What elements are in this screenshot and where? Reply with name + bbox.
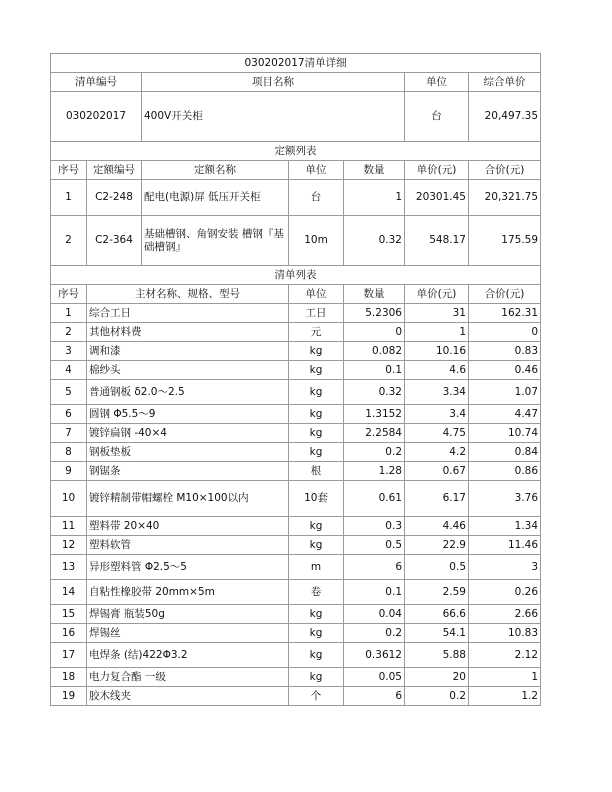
material-total: 1.2 <box>469 687 541 706</box>
quota-name: 基础槽钢、角钢安装 槽钢『基础槽钢』 <box>142 216 289 266</box>
material-no: 10 <box>51 481 87 517</box>
material-price: 5.88 <box>405 643 469 668</box>
quota-section-title: 定额列表 <box>51 142 541 161</box>
material-total: 3.76 <box>469 481 541 517</box>
quota-code-header: 定额编号 <box>87 161 142 180</box>
item-price: 20,497.35 <box>469 92 541 142</box>
material-header-row <box>51 285 541 304</box>
material-price: 31 <box>405 304 469 323</box>
material-total: 2.12 <box>469 643 541 668</box>
quota-price-header: 单价(元) <box>405 161 469 180</box>
material-total: 0.83 <box>469 342 541 361</box>
material-unit: 卷 <box>289 580 344 605</box>
material-row <box>51 342 541 361</box>
material-row <box>51 443 541 462</box>
material-name: 焊锡丝 <box>87 624 289 643</box>
material-qty: 6 <box>344 555 405 580</box>
material-total: 2.66 <box>469 605 541 624</box>
material-no: 15 <box>51 605 87 624</box>
material-row <box>51 668 541 687</box>
quota-section-row <box>51 142 541 161</box>
material-qty: 2.2584 <box>344 424 405 443</box>
material-row <box>51 380 541 405</box>
material-qty: 0.61 <box>344 481 405 517</box>
material-price: 3.34 <box>405 380 469 405</box>
quota-row <box>51 180 541 216</box>
material-qty: 0.3 <box>344 517 405 536</box>
material-no: 7 <box>51 424 87 443</box>
material-total: 11.46 <box>469 536 541 555</box>
material-section-title: 清单列表 <box>51 266 541 285</box>
material-total: 10.74 <box>469 424 541 443</box>
quota-total: 175.59 <box>469 216 541 266</box>
material-no: 11 <box>51 517 87 536</box>
quota-total-header: 合价(元) <box>469 161 541 180</box>
material-price: 2.59 <box>405 580 469 605</box>
material-price: 1 <box>405 323 469 342</box>
material-total: 0.26 <box>469 580 541 605</box>
material-name: 镀锌精制带帽螺栓 M10×100以内 <box>87 481 289 517</box>
material-price: 66.6 <box>405 605 469 624</box>
material-unit: 工日 <box>289 304 344 323</box>
material-total: 4.47 <box>469 405 541 424</box>
material-unit: kg <box>289 643 344 668</box>
material-no: 19 <box>51 687 87 706</box>
quota-no: 1 <box>51 180 87 216</box>
material-qty: 1.3152 <box>344 405 405 424</box>
material-price: 4.75 <box>405 424 469 443</box>
item-unit-header: 单位 <box>405 73 469 92</box>
material-no: 16 <box>51 624 87 643</box>
material-row <box>51 323 541 342</box>
material-no: 1 <box>51 304 87 323</box>
material-no: 6 <box>51 405 87 424</box>
material-row <box>51 555 541 580</box>
material-row <box>51 424 541 443</box>
material-unit-header: 单位 <box>289 285 344 304</box>
quota-name: 配电(电源)屏 低压开关柜 <box>142 180 289 216</box>
material-unit: m <box>289 555 344 580</box>
material-name: 电焊条 (结)422Φ3.2 <box>87 643 289 668</box>
material-total: 1 <box>469 668 541 687</box>
item-code: 030202017 <box>51 92 142 142</box>
item-row <box>51 92 541 142</box>
material-price: 4.6 <box>405 361 469 380</box>
title-row <box>51 54 541 73</box>
material-unit: kg <box>289 605 344 624</box>
quota-unit: 台 <box>289 180 344 216</box>
material-total: 0.86 <box>469 462 541 481</box>
quota-price: 548.17 <box>405 216 469 266</box>
material-qty: 0.5 <box>344 536 405 555</box>
material-no-header: 序号 <box>51 285 87 304</box>
material-name-header: 主材名称、规格、型号 <box>87 285 289 304</box>
material-no: 14 <box>51 580 87 605</box>
material-total: 0.46 <box>469 361 541 380</box>
quota-price: 20301.45 <box>405 180 469 216</box>
material-price: 10.16 <box>405 342 469 361</box>
quota-code: C2-248 <box>87 180 142 216</box>
material-qty: 0.2 <box>344 443 405 462</box>
material-name: 电力复合酯 一级 <box>87 668 289 687</box>
material-no: 12 <box>51 536 87 555</box>
material-name: 调和漆 <box>87 342 289 361</box>
material-price: 0.67 <box>405 462 469 481</box>
material-row <box>51 605 541 624</box>
quota-name-header: 定额名称 <box>142 161 289 180</box>
material-qty: 0 <box>344 323 405 342</box>
material-unit: kg <box>289 443 344 462</box>
quota-no-header: 序号 <box>51 161 87 180</box>
material-unit: kg <box>289 536 344 555</box>
quota-no: 2 <box>51 216 87 266</box>
material-row <box>51 361 541 380</box>
material-row <box>51 405 541 424</box>
material-no: 5 <box>51 380 87 405</box>
quota-qty-header: 数量 <box>344 161 405 180</box>
material-price-header: 单价(元) <box>405 285 469 304</box>
quota-header-row <box>51 161 541 180</box>
material-row <box>51 624 541 643</box>
material-name: 塑料软管 <box>87 536 289 555</box>
item-name-header: 项目名称 <box>142 73 405 92</box>
item-header-row <box>51 73 541 92</box>
material-no: 9 <box>51 462 87 481</box>
item-price-header: 综合单价 <box>469 73 541 92</box>
material-price: 20 <box>405 668 469 687</box>
material-unit: kg <box>289 424 344 443</box>
material-row <box>51 643 541 668</box>
material-qty: 5.2306 <box>344 304 405 323</box>
material-unit: kg <box>289 624 344 643</box>
material-qty: 0.04 <box>344 605 405 624</box>
material-price: 6.17 <box>405 481 469 517</box>
material-name: 自粘性橡胶带 20mm×5m <box>87 580 289 605</box>
quota-total: 20,321.75 <box>469 180 541 216</box>
material-unit: 个 <box>289 687 344 706</box>
material-total: 3 <box>469 555 541 580</box>
item-unit: 台 <box>405 92 469 142</box>
material-price: 4.46 <box>405 517 469 536</box>
material-unit: 元 <box>289 323 344 342</box>
material-no: 3 <box>51 342 87 361</box>
material-qty: 0.082 <box>344 342 405 361</box>
quota-qty: 0.32 <box>344 216 405 266</box>
material-price: 0.2 <box>405 687 469 706</box>
material-row <box>51 517 541 536</box>
material-name: 钢板垫板 <box>87 443 289 462</box>
material-unit: kg <box>289 342 344 361</box>
material-total: 1.34 <box>469 517 541 536</box>
material-name: 其他材料费 <box>87 323 289 342</box>
material-no: 17 <box>51 643 87 668</box>
material-unit: kg <box>289 380 344 405</box>
material-name: 棉纱头 <box>87 361 289 380</box>
material-name: 普通钢板 δ2.0～2.5 <box>87 380 289 405</box>
material-price: 22.9 <box>405 536 469 555</box>
material-price: 54.1 <box>405 624 469 643</box>
material-total-header: 合价(元) <box>469 285 541 304</box>
material-no: 18 <box>51 668 87 687</box>
material-unit: kg <box>289 668 344 687</box>
document-title: 030202017清单详细 <box>51 54 541 73</box>
material-total: 10.83 <box>469 624 541 643</box>
material-unit: kg <box>289 361 344 380</box>
item-code-header: 清单编号 <box>51 73 142 92</box>
material-total: 0 <box>469 323 541 342</box>
quota-code: C2-364 <box>87 216 142 266</box>
material-price: 0.5 <box>405 555 469 580</box>
material-no: 4 <box>51 361 87 380</box>
material-qty: 0.1 <box>344 580 405 605</box>
quota-unit: 10m <box>289 216 344 266</box>
material-price: 3.4 <box>405 405 469 424</box>
material-qty: 0.05 <box>344 668 405 687</box>
bill-detail-table <box>50 53 541 706</box>
material-price: 4.2 <box>405 443 469 462</box>
material-name: 镀锌扁钢 -40×4 <box>87 424 289 443</box>
material-name: 异形塑料管 Φ2.5～5 <box>87 555 289 580</box>
material-total: 162.31 <box>469 304 541 323</box>
material-row <box>51 536 541 555</box>
material-unit: 10套 <box>289 481 344 517</box>
material-unit: kg <box>289 517 344 536</box>
material-qty-header: 数量 <box>344 285 405 304</box>
material-name: 塑料带 20×40 <box>87 517 289 536</box>
item-name: 400V开关柜 <box>142 92 405 142</box>
material-qty: 6 <box>344 687 405 706</box>
material-name: 钢锯条 <box>87 462 289 481</box>
material-row <box>51 462 541 481</box>
material-unit: kg <box>289 405 344 424</box>
material-row <box>51 580 541 605</box>
material-name: 圆钢 Φ5.5～9 <box>87 405 289 424</box>
material-no: 8 <box>51 443 87 462</box>
quota-qty: 1 <box>344 180 405 216</box>
quota-row <box>51 216 541 266</box>
material-section-row <box>51 266 541 285</box>
material-name: 焊锡膏 瓶装50g <box>87 605 289 624</box>
material-unit: 根 <box>289 462 344 481</box>
material-row <box>51 687 541 706</box>
material-qty: 0.2 <box>344 624 405 643</box>
material-total: 0.84 <box>469 443 541 462</box>
material-total: 1.07 <box>469 380 541 405</box>
material-qty: 0.32 <box>344 380 405 405</box>
material-qty: 0.3612 <box>344 643 405 668</box>
material-no: 13 <box>51 555 87 580</box>
material-row <box>51 481 541 517</box>
material-qty: 0.1 <box>344 361 405 380</box>
material-qty: 1.28 <box>344 462 405 481</box>
quota-unit-header: 单位 <box>289 161 344 180</box>
material-no: 2 <box>51 323 87 342</box>
material-name: 胶木线夹 <box>87 687 289 706</box>
material-row <box>51 304 541 323</box>
material-name: 综合工日 <box>87 304 289 323</box>
